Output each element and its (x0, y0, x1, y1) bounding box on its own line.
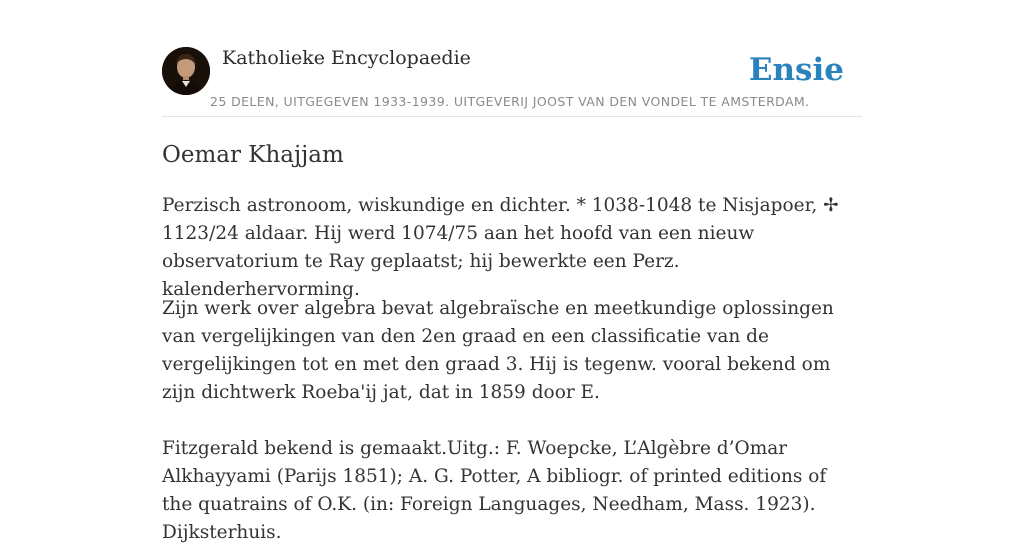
site-header (162, 46, 862, 117)
site-subtitle: 25 DELEN, UITGEGEVEN 1933-1939. UITGEVERIJ JOOST VAN DEN VONDEL TE AMSTERDAM. (210, 94, 810, 109)
portrait-icon (162, 47, 210, 95)
ensie-logo-link[interactable]: Ensie (748, 52, 844, 88)
article-title: Oemar Khajjam (162, 142, 344, 168)
site-title[interactable]: Katholieke Encyclopaedie (222, 47, 471, 69)
article-paragraph-1: Perzisch astronoom, wiskundige en dichter. * 1038-1048 te Nisjapoer, ✢ 1123/24 aldaar. Hij werd 1074/75 aan het hoofd van een nieuw observatorium te Ray geplaatst; hij bewerkte een Perz. kalenderhervorming. (162, 195, 839, 300)
article-paragraph-3: Fitzgerald bekend is gemaakt.Uitg.: F. Woepcke, L’Algèbre d’Omar Alkhayyami (Parijs 1851); A. G. Potter, A bibliogr. of printed editions of the quatrains of O.K. (in: Foreign Languages, Needham, Mass. 1923). Dijksterhuis. (162, 438, 827, 543)
article-paragraph-2: Zijn werk over algebra bevat algebraïsche en meetkundige oplossingen van vergelijkingen van den 2en graad en een classificatie van de vergelijkingen tot en met den graad 3. Hij is tegenw. vooral bekend om zijn dichtwerk Roeba'ij jat, dat in 1859 door E. (162, 298, 834, 403)
portrait-avatar (162, 47, 210, 95)
